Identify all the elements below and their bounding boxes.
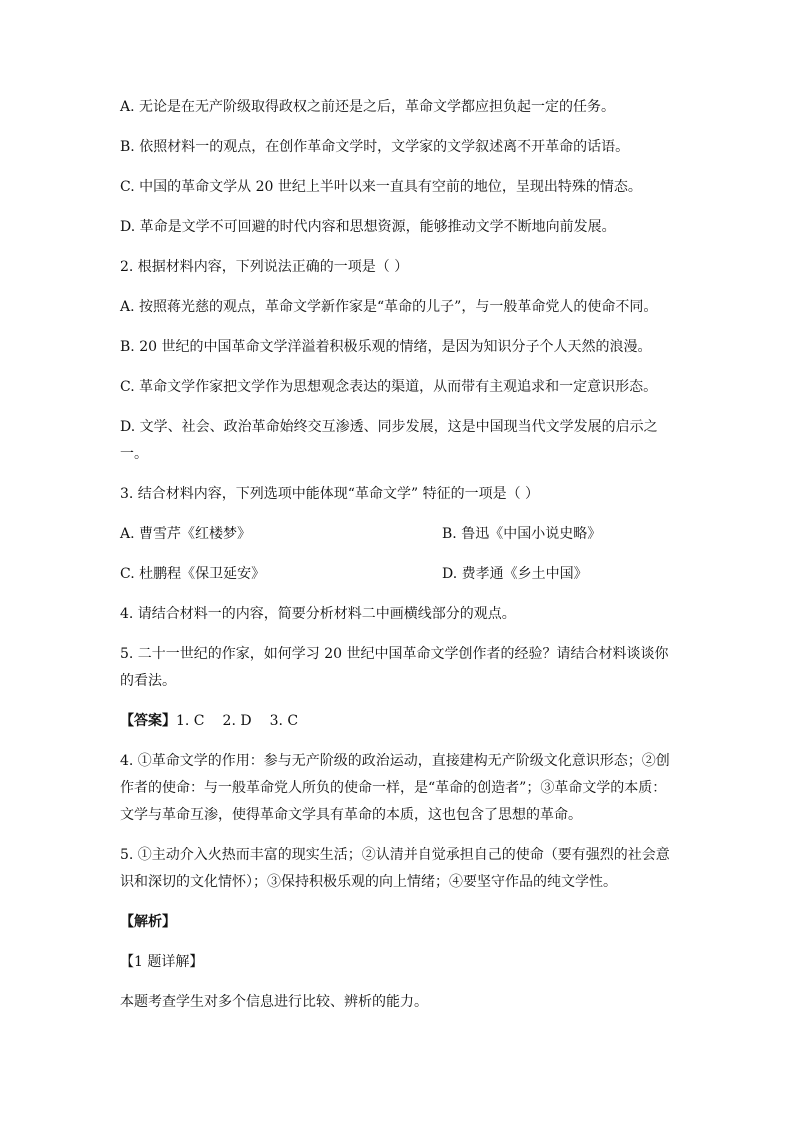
q2-option-d: D. 文学、社会、政治革命始终交互渗透、同步发展，这是中国现当代文学发展的启示之一。 bbox=[120, 419, 658, 462]
answer-3: 3. C bbox=[269, 713, 299, 729]
q1-option-d: D. 革命是文学不可回避的时代内容和思想资源，能够推动文学不断地向前发展。 bbox=[120, 219, 616, 235]
answer-5: 5. ①主动介入火热而丰富的现实生活；②认清并自觉承担自己的使命（要有强烈的社会意识和深切的文化情怀）；③保持积极乐观的向上情绪；④要坚守作品的纯文学性。 bbox=[120, 847, 670, 890]
q3-option-d: D. 费孝通《乡土中国》 bbox=[442, 566, 588, 582]
answer-tag: 【答案】 bbox=[120, 713, 176, 729]
analysis-subheading: 【1 题详解】 bbox=[120, 954, 204, 970]
q2-stem: 2. 根据材料内容，下列说法正确的一项是（ ） bbox=[120, 259, 409, 275]
answer-line bbox=[120, 708, 676, 735]
analysis-text: 本题考查学生对多个信息进行比较、辨析的能力。 bbox=[120, 994, 428, 1010]
answer-1: 1. C bbox=[176, 713, 205, 729]
answer-4: 4. ①革命文学的作用：参与无产阶级的政治运动，直接建构无产阶级文化意识形态；②创作者的使命：与一般革命党人所负的使命一样，是“革命的创造者”；③革命文学的本质：文学与革命互渗，使得革命文学具有革命的本质，这也包含了思想的革命。 bbox=[120, 753, 670, 823]
q3-stem: 3. 结合材料内容，下列选项中能体现“革命文学” 特征的一项是（ ） bbox=[120, 486, 540, 502]
q1-option-a: A. 无论是在无产阶级取得政权之前还是之后，革命文学都应担负起一定的任务。 bbox=[120, 99, 616, 115]
q5-stem: 5. 二十一世纪的作家，如何学习 20 世纪中国革命文学创作者的经验？请结合材料谈谈你的看法。 bbox=[120, 646, 669, 689]
q1-option-c: C. 中国的革命文学从 20 世纪上半叶以来一直具有空前的地位，呈现出特殊的情态。 bbox=[120, 179, 642, 195]
q3-option-c: C. 杜鹏程《保卫延安》 bbox=[120, 566, 266, 582]
q3-option-a: A. 曹雪芹《红楼梦》 bbox=[120, 526, 252, 542]
analysis-tag: 【解析】 bbox=[120, 914, 176, 930]
q3-option-b: B. 鲁迅《中国小说史略》 bbox=[442, 526, 602, 542]
answer-2: 2. D bbox=[222, 713, 252, 729]
q2-option-a: A. 按照蒋光慈的观点，革命文学新作家是“革命的儿子”，与一般革命党人的使命不同。 bbox=[120, 299, 658, 315]
q2-option-c: C. 革命文学作家把文学作为思想观念表达的渠道，从而带有主观追求和一定意识形态。 bbox=[120, 379, 658, 395]
q2-option-b: B. 20 世纪的中国革命文学洋溢着积极乐观的情绪，是因为知识分子个人天然的浪漫。 bbox=[120, 339, 652, 355]
document-page bbox=[120, 94, 676, 1029]
q3-options-row-1 bbox=[120, 521, 676, 548]
q3-options-row-2 bbox=[120, 561, 676, 588]
q4-stem: 4. 请结合材料一的内容，简要分析材料二中画横线部分的观点。 bbox=[120, 606, 516, 622]
q1-option-b: B. 依照材料一的观点，在创作革命文学时，文学家的文学叙述离不开革命的话语。 bbox=[120, 139, 630, 155]
